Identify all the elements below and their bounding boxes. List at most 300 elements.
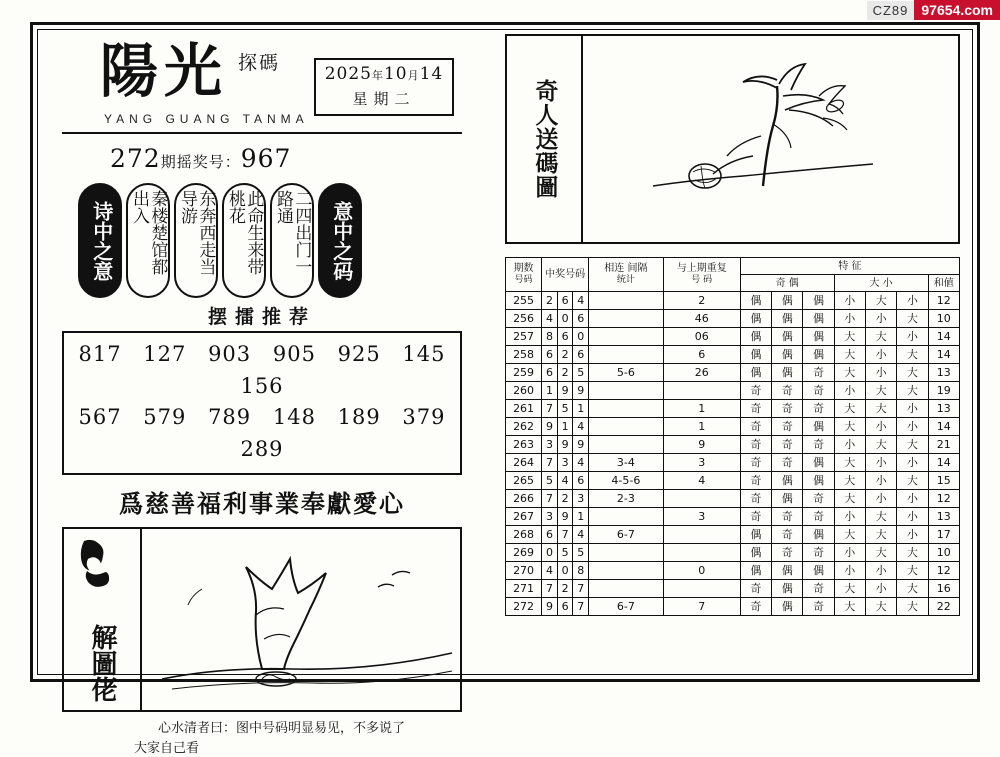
rec-num: 189	[338, 405, 381, 429]
cell-repeat: 06	[663, 328, 740, 346]
cell-size-2: 大	[897, 310, 928, 328]
cell-size-0: 大	[834, 580, 865, 598]
cell-issue: 263	[506, 436, 542, 454]
cell-digit-2: 5	[573, 364, 589, 382]
cell-size-0: 小	[834, 508, 865, 526]
cell-digit-2: 1	[573, 508, 589, 526]
cell-digit-0: 6	[542, 364, 558, 382]
cell-lian	[589, 328, 664, 346]
watermark-code: CZ89	[867, 1, 915, 20]
cell-digit-1: 0	[557, 310, 573, 328]
cell-digit-2: 0	[573, 328, 589, 346]
right-art-block	[505, 34, 960, 244]
header-repeat	[663, 258, 740, 292]
table-row	[506, 310, 960, 328]
table-row	[506, 400, 960, 418]
table-row	[506, 508, 960, 526]
cell-parity-2: 偶	[803, 562, 834, 580]
cell-sum: 12	[928, 490, 959, 508]
cell-parity-0: 偶	[740, 544, 771, 562]
date-line	[316, 64, 452, 84]
logo-subtitle: 探碼	[238, 48, 280, 75]
cell-repeat: 26	[663, 364, 740, 382]
poem-cell-1	[126, 183, 170, 298]
rec-num: 156	[240, 374, 283, 398]
cell-sum: 14	[928, 328, 959, 346]
cell-repeat: 7	[663, 598, 740, 616]
cell-parity-1: 偶	[772, 580, 803, 598]
seal-icon	[78, 537, 114, 589]
cell-size-1: 小	[865, 310, 896, 328]
poem-cell-3	[222, 183, 266, 298]
cell-size-0: 小	[834, 382, 865, 400]
cell-digit-2: 3	[573, 490, 589, 508]
cell-lian	[589, 400, 664, 418]
cell-digit-0: 7	[542, 490, 558, 508]
cell-digit-2: 4	[573, 454, 589, 472]
date-day: 14	[420, 64, 444, 84]
cell-parity-1: 偶	[772, 562, 803, 580]
cell-repeat: 9	[663, 436, 740, 454]
cell-parity-0: 偶	[740, 364, 771, 382]
rec-num: 579	[143, 405, 186, 429]
note-line-1: 心水清者曰：图中号码明显易见，不多说了	[158, 718, 462, 738]
header-size: 大 小	[834, 275, 928, 292]
cell-digit-2: 1	[573, 400, 589, 418]
cell-parity-2: 奇	[803, 598, 834, 616]
cell-parity-1: 奇	[772, 526, 803, 544]
cell-lian	[589, 544, 664, 562]
cell-parity-1: 奇	[772, 508, 803, 526]
cell-size-2: 小	[897, 400, 928, 418]
fox-illustration	[142, 529, 460, 710]
cell-digit-2: 4	[573, 418, 589, 436]
cell-parity-0: 奇	[740, 598, 771, 616]
cell-parity-2: 奇	[803, 580, 834, 598]
cell-size-2: 小	[897, 418, 928, 436]
cell-size-2: 小	[897, 526, 928, 544]
cell-size-1: 小	[865, 490, 896, 508]
table-row	[506, 454, 960, 472]
header-repeat-text: 与上期重复	[677, 263, 727, 274]
cell-repeat: 3	[663, 508, 740, 526]
cell-parity-2: 奇	[803, 490, 834, 508]
cell-parity-1: 偶	[772, 346, 803, 364]
cell-size-2: 大	[897, 562, 928, 580]
cell-digit-2: 9	[573, 436, 589, 454]
cell-size-1: 小	[865, 346, 896, 364]
cell-digit-2: 9	[573, 382, 589, 400]
cell-parity-0: 奇	[740, 472, 771, 490]
cell-parity-0: 奇	[740, 436, 771, 454]
cell-size-2: 小	[897, 454, 928, 472]
cell-repeat: 1	[663, 400, 740, 418]
cell-issue: 261	[506, 400, 542, 418]
cell-size-2: 小	[897, 292, 928, 310]
cell-size-0: 大	[834, 364, 865, 382]
cell-lian	[589, 580, 664, 598]
poem-text-4: 二四出门一路通	[274, 190, 311, 291]
cell-lian: 6-7	[589, 526, 664, 544]
cell-issue: 265	[506, 472, 542, 490]
table-row	[506, 526, 960, 544]
cell-lian: 6-7	[589, 598, 664, 616]
cell-repeat: 3	[663, 454, 740, 472]
cell-parity-0: 奇	[740, 382, 771, 400]
cell-repeat	[663, 490, 740, 508]
cell-digit-2: 6	[573, 346, 589, 364]
cell-parity-2: 偶	[803, 472, 834, 490]
cell-size-2: 小	[897, 328, 928, 346]
table-row	[506, 328, 960, 346]
cell-size-0: 大	[834, 526, 865, 544]
cell-size-1: 大	[865, 328, 896, 346]
cell-parity-1: 偶	[772, 490, 803, 508]
cell-repeat: 2	[663, 292, 740, 310]
left-art-block	[62, 527, 462, 712]
cell-issue: 257	[506, 328, 542, 346]
header-parity: 奇 偶	[740, 275, 834, 292]
cell-issue: 256	[506, 310, 542, 328]
cell-size-0: 小	[834, 562, 865, 580]
cell-repeat: 0	[663, 562, 740, 580]
header-issue-sub: 号码	[515, 275, 533, 285]
rec-num: 127	[143, 342, 186, 366]
watermark-site: 97654.com	[914, 0, 1000, 20]
cell-digit-0: 4	[542, 562, 558, 580]
tree-illustration	[583, 36, 956, 242]
recommend-numbers	[62, 331, 462, 475]
cell-size-0: 大	[834, 346, 865, 364]
cell-repeat: 4	[663, 472, 740, 490]
date-month: 10	[384, 64, 408, 84]
cell-sum: 17	[928, 526, 959, 544]
cell-size-1: 大	[865, 436, 896, 454]
cell-sum: 12	[928, 292, 959, 310]
left-column	[62, 34, 492, 664]
cell-size-1: 大	[865, 508, 896, 526]
table-row	[506, 346, 960, 364]
cell-digit-1: 4	[557, 472, 573, 490]
rec-num: 567	[79, 405, 122, 429]
rec-num: 145	[402, 342, 445, 366]
cell-lian: 2-3	[589, 490, 664, 508]
cell-lian	[589, 310, 664, 328]
cell-parity-2: 偶	[803, 526, 834, 544]
cell-issue: 267	[506, 508, 542, 526]
cell-sum: 14	[928, 346, 959, 364]
header-drawn: 中奖号码	[542, 258, 589, 292]
cell-digit-1: 6	[557, 292, 573, 310]
header-lian	[589, 258, 664, 292]
cell-lian	[589, 562, 664, 580]
cell-parity-2: 奇	[803, 436, 834, 454]
right-art-label-text: 奇人送碼圖	[530, 79, 559, 199]
cell-parity-0: 偶	[740, 310, 771, 328]
cell-parity-1: 奇	[772, 454, 803, 472]
rec-num: 789	[208, 405, 251, 429]
cell-digit-2: 4	[573, 526, 589, 544]
cell-parity-1: 偶	[772, 472, 803, 490]
cell-parity-1: 偶	[772, 598, 803, 616]
cell-digit-0: 3	[542, 436, 558, 454]
cell-size-2: 大	[897, 580, 928, 598]
cell-digit-1: 6	[557, 328, 573, 346]
weekday: 星期二	[316, 88, 452, 109]
cell-parity-2: 奇	[803, 508, 834, 526]
cell-size-0: 大	[834, 400, 865, 418]
cell-issue: 272	[506, 598, 542, 616]
recommend-title: 摆擂推荐	[62, 302, 462, 329]
cell-size-1: 小	[865, 472, 896, 490]
cell-digit-2: 7	[573, 598, 589, 616]
table-row	[506, 418, 960, 436]
cell-lian: 4-5-6	[589, 472, 664, 490]
poem-text-5: 意中之码	[329, 201, 351, 281]
poem-text-2: 东奔西走当导游	[178, 190, 215, 291]
cell-parity-2: 偶	[803, 418, 834, 436]
cell-lian	[589, 508, 664, 526]
cell-repeat	[663, 382, 740, 400]
cell-sum: 10	[928, 310, 959, 328]
cell-digit-0: 5	[542, 472, 558, 490]
issue-number: 272	[110, 144, 161, 173]
cell-size-0: 大	[834, 454, 865, 472]
cell-parity-1: 奇	[772, 544, 803, 562]
cell-size-1: 小	[865, 454, 896, 472]
cell-issue: 270	[506, 562, 542, 580]
rec-num: 817	[79, 342, 122, 366]
cell-size-0: 大	[834, 328, 865, 346]
cell-size-1: 大	[865, 400, 896, 418]
cell-repeat: 6	[663, 346, 740, 364]
cell-sum: 12	[928, 562, 959, 580]
cell-sum: 14	[928, 454, 959, 472]
cell-size-2: 大	[897, 364, 928, 382]
cell-parity-2: 偶	[803, 292, 834, 310]
cell-digit-1: 9	[557, 436, 573, 454]
cell-parity-0: 偶	[740, 526, 771, 544]
poem-text-0: 诗中之意	[89, 201, 111, 281]
cell-size-2: 大	[897, 436, 928, 454]
cell-parity-0: 奇	[740, 580, 771, 598]
table-row	[506, 364, 960, 382]
cell-repeat	[663, 526, 740, 544]
rec-num: 289	[240, 437, 283, 461]
header-lian-sub: 统计	[617, 275, 635, 285]
cell-parity-1: 奇	[772, 382, 803, 400]
cell-digit-1: 3	[557, 454, 573, 472]
rec-num: 379	[402, 405, 445, 429]
cell-lian: 5-6	[589, 364, 664, 382]
cell-digit-0: 4	[542, 310, 558, 328]
cell-parity-0: 偶	[740, 292, 771, 310]
cell-digit-1: 1	[557, 418, 573, 436]
poem-text-3: 此命生来带桃花	[226, 190, 263, 291]
issue-label: 期摇奖号：	[161, 153, 241, 171]
cell-size-1: 大	[865, 598, 896, 616]
table-row	[506, 292, 960, 310]
cell-digit-0: 8	[542, 328, 558, 346]
header-ge-text: 间隔	[627, 263, 647, 274]
table-row	[506, 562, 960, 580]
cell-sum: 14	[928, 418, 959, 436]
cell-sum: 13	[928, 364, 959, 382]
header-issue-text: 期数	[514, 263, 534, 274]
cell-digit-2: 8	[573, 562, 589, 580]
cell-digit-0: 9	[542, 598, 558, 616]
cell-parity-2: 奇	[803, 544, 834, 562]
cell-lian	[589, 436, 664, 454]
rec-num: 903	[208, 342, 251, 366]
cell-digit-0: 3	[542, 508, 558, 526]
header-feature: 特 征	[740, 258, 959, 275]
cell-parity-2: 奇	[803, 382, 834, 400]
poem-cell-4	[270, 183, 314, 298]
left-art-label	[64, 529, 142, 710]
cell-issue: 259	[506, 364, 542, 382]
logo-pinyin: YANG GUANG TANMA	[104, 112, 309, 126]
right-column	[505, 34, 960, 616]
poem-cell-2	[174, 183, 218, 298]
cell-parity-1: 偶	[772, 328, 803, 346]
poem-text-1: 秦楼楚馆都出入	[130, 190, 167, 291]
cell-digit-2: 5	[573, 544, 589, 562]
cell-size-0: 大	[834, 490, 865, 508]
cell-parity-0: 奇	[740, 418, 771, 436]
cell-parity-1: 偶	[772, 310, 803, 328]
poem-cell-5	[318, 183, 362, 298]
cell-repeat	[663, 580, 740, 598]
cell-sum: 16	[928, 580, 959, 598]
cell-digit-0: 9	[542, 418, 558, 436]
table-row	[506, 544, 960, 562]
cell-digit-0: 1	[542, 382, 558, 400]
cell-size-0: 小	[834, 436, 865, 454]
cell-lian: 3-4	[589, 454, 664, 472]
cell-digit-0: 0	[542, 544, 558, 562]
cell-size-1: 大	[865, 292, 896, 310]
cell-issue: 271	[506, 580, 542, 598]
cell-digit-1: 2	[557, 346, 573, 364]
site-watermark	[867, 0, 1000, 20]
cell-digit-1: 2	[557, 490, 573, 508]
cell-size-2: 大	[897, 598, 928, 616]
cell-size-0: 小	[834, 292, 865, 310]
note-line-2: 大家自己看	[134, 738, 462, 757]
right-art-label	[507, 36, 583, 242]
cell-size-2: 小	[897, 508, 928, 526]
cell-parity-2: 偶	[803, 328, 834, 346]
issue-result: 967	[241, 144, 292, 173]
cell-size-2: 大	[897, 544, 928, 562]
cell-repeat: 46	[663, 310, 740, 328]
cell-size-2: 大	[897, 472, 928, 490]
date-year: 2025	[325, 64, 372, 84]
cell-issue: 260	[506, 382, 542, 400]
cell-parity-1: 奇	[772, 418, 803, 436]
cell-size-0: 大	[834, 418, 865, 436]
cell-repeat	[663, 544, 740, 562]
cell-sum: 22	[928, 598, 959, 616]
cell-digit-2: 4	[573, 292, 589, 310]
cell-parity-0: 奇	[740, 490, 771, 508]
cell-size-0: 大	[834, 472, 865, 490]
cell-digit-0: 7	[542, 454, 558, 472]
cell-size-1: 大	[865, 382, 896, 400]
cell-digit-0: 7	[542, 580, 558, 598]
cell-digit-1: 2	[557, 580, 573, 598]
cell-parity-0: 奇	[740, 400, 771, 418]
cell-digit-2: 7	[573, 580, 589, 598]
left-art-canvas	[142, 529, 460, 710]
table-body	[506, 292, 960, 616]
cell-size-1: 小	[865, 364, 896, 382]
cell-size-1: 小	[865, 562, 896, 580]
header-issue	[506, 258, 542, 292]
charity-slogan: 爲慈善福利事業奉獻愛心	[62, 484, 462, 519]
cell-parity-0: 奇	[740, 454, 771, 472]
cell-size-2: 大	[897, 382, 928, 400]
cell-parity-0: 偶	[740, 328, 771, 346]
cell-parity-0: 偶	[740, 346, 771, 364]
cell-size-0: 小	[834, 310, 865, 328]
header-repeat-sub: 号 码	[691, 275, 712, 285]
cell-size-1: 小	[865, 580, 896, 598]
cell-size-0: 大	[834, 598, 865, 616]
table-row	[506, 490, 960, 508]
cell-digit-1: 2	[557, 364, 573, 382]
date-box	[314, 58, 454, 116]
table-row	[506, 472, 960, 490]
cell-size-1: 大	[865, 526, 896, 544]
date-year-unit: 年	[372, 69, 384, 82]
cell-sum: 13	[928, 508, 959, 526]
table-header-row	[506, 258, 960, 275]
cell-lian	[589, 346, 664, 364]
table-row	[506, 382, 960, 400]
cell-digit-0: 6	[542, 526, 558, 544]
cell-parity-0: 偶	[740, 562, 771, 580]
cell-issue: 255	[506, 292, 542, 310]
cell-digit-2: 6	[573, 310, 589, 328]
rec-num: 925	[338, 342, 381, 366]
cell-parity-2: 奇	[803, 400, 834, 418]
poem-cell-0	[78, 183, 122, 298]
cell-repeat: 1	[663, 418, 740, 436]
cell-sum: 19	[928, 382, 959, 400]
cell-issue: 262	[506, 418, 542, 436]
table-row	[506, 580, 960, 598]
cell-parity-1: 奇	[772, 436, 803, 454]
cell-digit-1: 5	[557, 544, 573, 562]
cell-issue: 258	[506, 346, 542, 364]
cell-size-2: 大	[897, 346, 928, 364]
cell-lian	[589, 382, 664, 400]
header-sum: 和値	[928, 275, 959, 292]
poem-band	[62, 183, 492, 298]
cell-size-1: 小	[865, 418, 896, 436]
cell-sum: 10	[928, 544, 959, 562]
cell-digit-2: 6	[573, 472, 589, 490]
cell-size-1: 大	[865, 544, 896, 562]
logo-title: 陽光	[62, 34, 228, 100]
cell-parity-2: 偶	[803, 346, 834, 364]
cell-digit-1: 5	[557, 400, 573, 418]
cell-lian	[589, 418, 664, 436]
left-art-label-text: 解圖佬	[89, 624, 115, 702]
cell-parity-1: 偶	[772, 364, 803, 382]
